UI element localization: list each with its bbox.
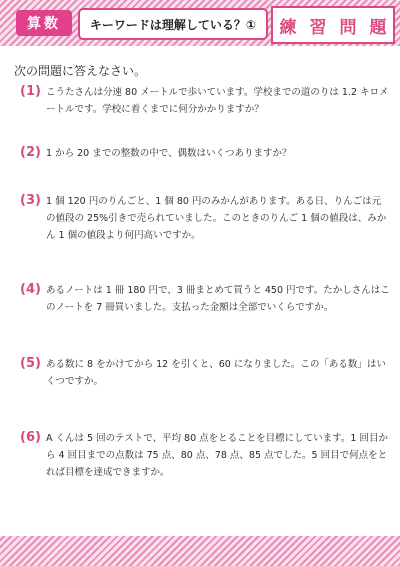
practice-char: 題: [369, 17, 387, 38]
subject-badge: 算数: [16, 10, 72, 36]
question-2: [20, 145, 390, 162]
question-text: 1 から 20 までの整数の中で、偶数はいくつありますか？: [46, 148, 292, 159]
question-text: 1 個 120 円のりんごと、1 個 80 円のみかんがあります。ある日、りんごは元の値段の 25%引きで売られていました。このときのりんご 1 個の値段は、みかん 1 個の値段より何円高いですか。: [46, 196, 387, 241]
question-number: (1): [20, 84, 41, 99]
question-text: あるノートは 1 冊 180 円で、3 冊まとめて買うと 450 円です。たかしさんはこのノートを 7 冊買いました。支払った金額は全部でいくらですか。: [46, 285, 390, 313]
question-6: [20, 430, 390, 481]
question-number: (4): [20, 282, 41, 297]
question-text: こうたさんは分速 80 メートルで歩いています。学校までの道のりは 1.2 キロメートルです。学校に着くまでに何分かかりますか？: [46, 87, 389, 115]
practice-char: 習: [309, 17, 327, 38]
worksheet-title: キーワードは理解している？①: [78, 8, 268, 40]
question-number: (5): [20, 356, 41, 371]
question-text: A くんは 5 回のテストで、平均 80 点をとることを目標にしています。1 回目から 4 回目までの点数は 75 点、80 点、78 点、85 点でした。5 回目で何点をとれば目標を達成できますか。: [46, 433, 388, 478]
question-text: ある数に 8 をかけてから 12 を引くと、60 になりました。この「ある数」はいくつですか。: [46, 359, 386, 387]
question-number: (2): [20, 145, 41, 160]
question-number: (6): [20, 430, 41, 445]
practice-label: [271, 6, 395, 44]
question-number: (3): [20, 193, 41, 208]
practice-char: 問: [339, 17, 357, 38]
instruction-text: 次の問題に答えなさい。: [14, 64, 147, 78]
question-1: [20, 84, 390, 118]
question-5: [20, 356, 390, 390]
practice-char: 練: [279, 17, 297, 38]
question-3: [20, 193, 390, 244]
footer-stripe: [0, 536, 400, 566]
question-4: [20, 282, 390, 316]
